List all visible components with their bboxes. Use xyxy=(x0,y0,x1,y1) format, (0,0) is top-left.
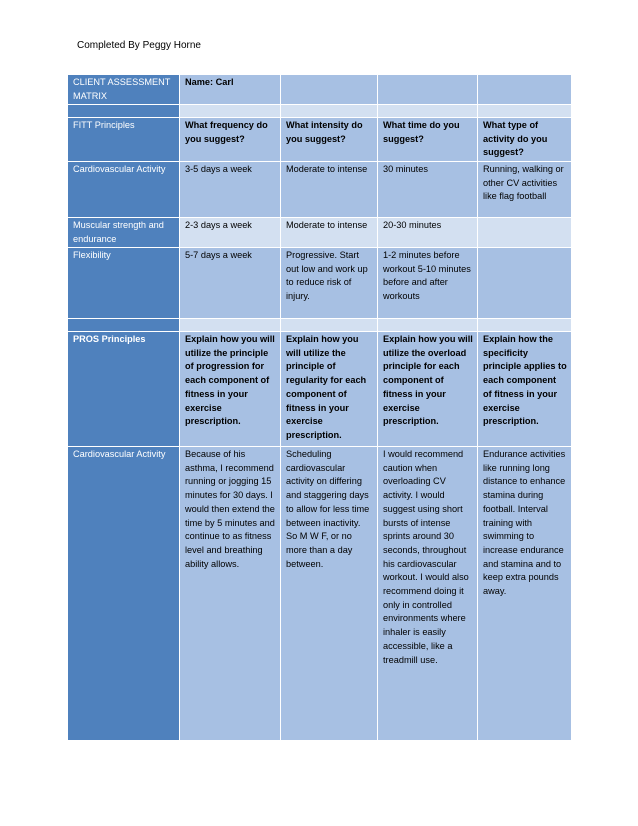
pros-header-row xyxy=(68,332,572,447)
client-name: Name: Carl xyxy=(180,75,281,105)
fitt-question-intensity: What intensity do you suggest? xyxy=(281,118,378,162)
time-cell: 30 minutes xyxy=(378,162,478,218)
empty-cell xyxy=(68,105,180,118)
spacer-row xyxy=(68,105,572,118)
specificity-cell: Endurance activities like running long distance to enhance stamina during football. Interval training with swimming to increase endurance and stamina and to keep extra pounds away. xyxy=(478,447,572,741)
client-assessment-matrix xyxy=(67,74,572,741)
row-label: Cardiovascular Activity xyxy=(68,447,180,741)
time-cell: 20-30 minutes xyxy=(378,218,478,248)
empty-cell xyxy=(281,105,378,118)
type-cell xyxy=(478,218,572,248)
type-cell xyxy=(478,248,572,319)
type-cell: Running, walking or other CV activities like flag football xyxy=(478,162,572,218)
fitt-question-type: What type of activity do you suggest? xyxy=(478,118,572,162)
intensity-cell: Moderate to intense xyxy=(281,218,378,248)
fitt-header-row xyxy=(68,118,572,162)
frequency-cell: 2-3 days a week xyxy=(180,218,281,248)
overload-cell: I would recommend caution when overloading CV activity. I would suggest using short bursts of intense sprints around 30 seconds, throughout his cardiovascular workout. I would also recommend doing it only in controlled environments where inhaler is easily accessible, like a treadmill use. xyxy=(378,447,478,741)
frequency-cell: 5-7 days a week xyxy=(180,248,281,319)
pros-question-regularity: Explain how you will utilize the principle of regularity for each component of fitness in your exercise prescription. xyxy=(281,332,378,447)
time-cell: 1-2 minutes before workout 5-10 minutes before and after workouts xyxy=(378,248,478,319)
empty-cell xyxy=(478,105,572,118)
empty-cell xyxy=(378,319,478,332)
fitt-principles-label: FITT Principles xyxy=(68,118,180,162)
intensity-cell: Moderate to intense xyxy=(281,162,378,218)
empty-cell xyxy=(68,319,180,332)
pros-question-specificity: Explain how the specificity principle applies to each component of fitness in your exercise prescription. xyxy=(478,332,572,447)
fitt-row-flexibility xyxy=(68,248,572,319)
empty-cell xyxy=(478,319,572,332)
spacer-row xyxy=(68,319,572,332)
intensity-cell: Progressive. Start out low and work up to reduce risk of injury. xyxy=(281,248,378,319)
row-label: Muscular strength and endurance xyxy=(68,218,180,248)
fitt-question-frequency: What frequency do you suggest? xyxy=(180,118,281,162)
pros-question-overload: Explain how you will utilize the overload principle for each component of fitness in your exercise prescription. xyxy=(378,332,478,447)
fitt-question-time: What time do you suggest? xyxy=(378,118,478,162)
empty-cell xyxy=(281,319,378,332)
pros-question-progression: Explain how you will utilize the principle of progression for each component of fitness in your exercise prescription. xyxy=(180,332,281,447)
empty-cell xyxy=(478,75,572,105)
row-label: Cardiovascular Activity xyxy=(68,162,180,218)
regularity-cell: Scheduling cardiovascular activity on differing and staggering days to allow for less time between inactivity. So M W F, or no more than a day between. xyxy=(281,447,378,741)
fitt-row-cardiovascular xyxy=(68,162,572,218)
empty-cell xyxy=(378,105,478,118)
client-assessment-label: CLIENT ASSESSMENT MATRIX xyxy=(68,75,180,105)
empty-cell xyxy=(281,75,378,105)
row-label: Flexibility xyxy=(68,248,180,319)
fitt-row-muscular xyxy=(68,218,572,248)
header-author: Completed By Peggy Horne xyxy=(77,40,201,51)
frequency-cell: 3-5 days a week xyxy=(180,162,281,218)
empty-cell xyxy=(378,75,478,105)
empty-cell xyxy=(180,319,281,332)
pros-row-cardiovascular xyxy=(68,447,572,741)
pros-principles-label: PROS Principles xyxy=(68,332,180,447)
empty-cell xyxy=(180,105,281,118)
progression-cell: Because of his asthma, I recommend running or jogging 15 minutes for 30 days. I would then extend the time by 5 minutes and continue to as fitness level and breathing ability allows. xyxy=(180,447,281,741)
client-row xyxy=(68,75,572,105)
